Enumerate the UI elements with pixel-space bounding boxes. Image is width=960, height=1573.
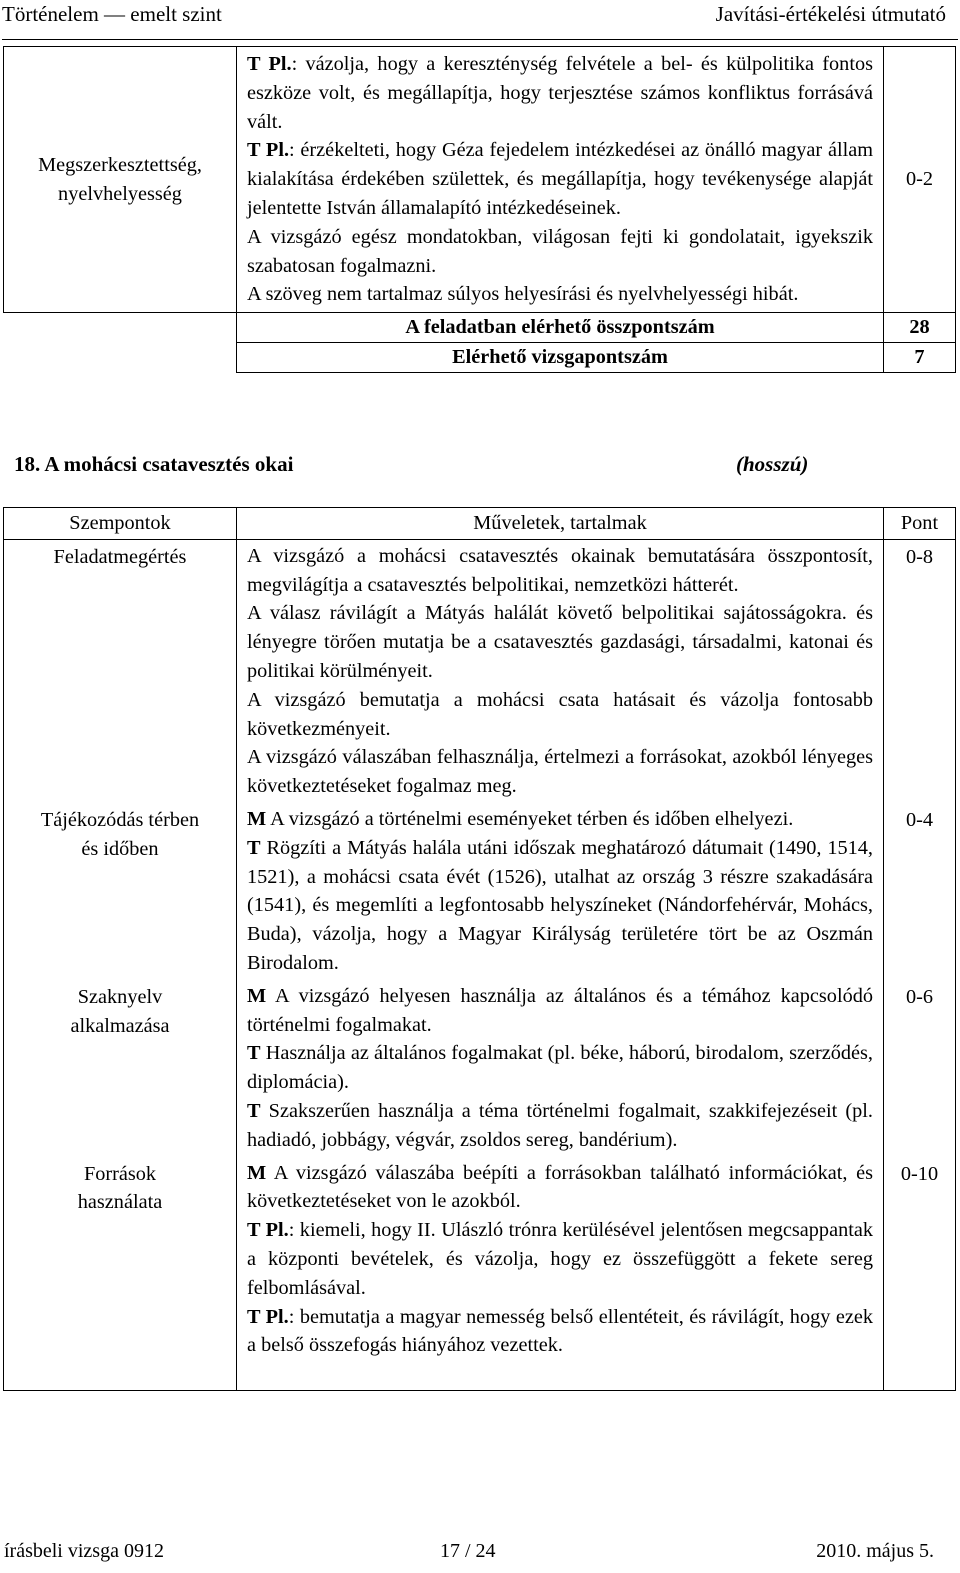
para-text: A válasz rávilágít a Mátyás halálát követő belpolitikai sajátosságokra. és lényegre törően mutatja be a csatavesztés gazdasági, társadalmi, katonai és politikai körülményeit. [247,602,873,682]
content-paragraph [247,542,873,600]
content-cell [237,980,884,1157]
para-prefix: M [247,1161,267,1184]
footer-date: 2010. május 5. [816,1540,934,1562]
content-cell [237,1157,884,1391]
criterion-line: nyelvhelyesség [58,182,182,205]
content-paragraph [247,223,873,281]
para-text: : bemutatja a magyar nemesség belső ellentéteit, és rávilágít, hogy ezek a belső összefogás hiányához vezettek. [247,1305,873,1357]
content-paragraph [247,1097,873,1155]
criterion-cell [4,47,237,313]
criterion-line: Megszerkesztettség, [38,153,202,176]
column-header: Műveletek, tartalmak [237,508,884,540]
para-prefix: M [247,984,267,1007]
table-row [4,343,956,373]
points-cell: 0-6 [884,980,956,1157]
content-paragraph [247,1159,873,1217]
content-paragraph [247,743,873,801]
criterion-line: Szaknyelv [77,985,163,1008]
para-prefix: T [247,836,261,859]
table-row [4,980,956,1157]
content-cell [237,803,884,980]
criterion-cell [4,1157,237,1391]
para-prefix: T [247,1042,261,1065]
para-text: A vizsgázó a történelmi eseményeket térben és időben elhelyezi. [266,807,794,830]
scoring-table-18 [3,507,956,1391]
table-row [4,539,956,803]
para-text: Rögzíti a Mátyás halála utáni időszak meghatározó dátumait (1490, 1514, 1521), a mohácsi csata évét (1526), utalhat az ország 3 részre szakadására (1541), és megemlíti a legfontosabb helyszíneket (Nándorfehérvár, Mohács, Buda), vázolja, hogy a Magyar Királyság területére tört be az Oszmán Birodalom. [247,836,873,974]
table-header-row [4,508,956,540]
criterion-cell [4,980,237,1157]
criterion-line: használata [77,1191,163,1214]
column-header: Pont [884,508,956,540]
para-text: A vizsgázó a mohácsi csatavesztés okainak bemutatására összpontosít, megvilágítja a csatavesztés belpolitikai, nemzetközi hátterét. [247,544,873,596]
points-cell: 0-8 [884,539,956,803]
table-row [4,803,956,980]
points-cell: 0-2 [884,47,956,313]
para-text: Használja az általános fogalmakat (pl. béke, háború, birodalom, szerződés, diplomácia). [247,1042,873,1094]
para-text: : vázolja, hogy a kereszténység felvétele a bel- és külpolitika fontos eszköze volt, és megállapítja, hogy terjesztése számos konfliktus forrásává vált. [247,53,873,133]
points-cell: 0-4 [884,803,956,980]
para-text: : érzékelteti, hogy Géza fejedelem intézkedései az önálló magyar állam kialakítása érdekében születtek, és megállapítja, hogy tevékenysége alapját jelentette István államalapító intézkedéseinek. [247,139,874,219]
table-row [4,1157,956,1391]
total-points-value: 28 [884,313,956,343]
content-paragraph [247,1216,873,1302]
para-text: A vizsgázó válaszában felhasználja, értelmezi a forrásokat, azokból lényeges következtetéseket fogalmaz meg. [247,746,873,798]
content-cell [237,539,884,803]
empty-cell [4,313,237,343]
criterion-line: és időben [81,837,159,860]
para-text: : kiemeli, hogy II. Ulászló trónra kerülésével jelentősen megcsappantak a központi bevételek, és vázolja, hogy ez összefüggött a fekete sereg felbomlásával. [247,1219,873,1299]
content-paragraph [247,805,873,834]
page-header [0,0,960,40]
content-cell [237,47,884,313]
criterion-line: Források [83,1162,157,1185]
scoring-table-17 [3,46,956,373]
para-prefix: M [247,807,267,830]
table-row [4,47,956,313]
header-rule [2,39,958,40]
section-title: 18. A mohácsi csatavesztés okai [14,452,294,476]
exam-points-value: 7 [884,343,956,373]
section-heading [14,452,809,477]
para-prefix: T Pl. [247,139,290,162]
table-row [4,313,956,343]
content-paragraph [247,136,873,222]
header-subject: Történelem — emelt szint [2,2,222,26]
para-prefix: T Pl. [247,53,292,75]
content-paragraph [247,686,873,744]
criterion-line: Tájékozódás térben [40,808,200,831]
exam-points-label: Elérhető vizsgapontszám [237,343,884,373]
para-prefix: T Pl. [247,1305,289,1328]
content-paragraph [247,50,873,136]
content-paragraph [247,1039,873,1097]
content-paragraph [247,280,873,309]
para-text: A vizsgázó válaszába beépíti a forrásokban található információkat, és következtetéseket von le azokból. [247,1161,873,1213]
section-type: (hosszú) [736,452,809,476]
total-points-label: A feladatban elérhető összpontszám [237,313,884,343]
footer-page-number: 17 / 24 [440,1540,496,1562]
para-text: A vizsgázó egész mondatokban, világosan fejti ki gondolatait, igyekszik szabatosan fogalmazni. [247,225,873,277]
points-cell: 0-10 [884,1157,956,1391]
criterion-cell [4,539,237,803]
criterion-line: alkalmazása [70,1014,170,1037]
footer-exam-code: írásbeli vizsga 0912 [4,1540,164,1562]
empty-cell [4,343,237,373]
para-prefix: T Pl. [247,1219,289,1242]
content-paragraph [247,1303,873,1361]
criterion-cell [4,803,237,980]
header-doc-type: Javítási-értékelési útmutató [715,2,946,26]
para-text: Szakszerűen használja a téma történelmi fogalmait, szakkifejezéseit (pl. hadiadó, jobbágy, végvár, zsoldos sereg, bandérium). [247,1099,873,1151]
content-paragraph [247,834,873,978]
content-paragraph [247,599,873,685]
content-paragraph [247,982,873,1040]
para-prefix: T [247,1099,261,1122]
para-text: A vizsgázó bemutatja a mohácsi csata hatásait és vázolja fontosabb következményeit. [247,688,873,740]
criterion-line: Feladatmegértés [53,545,187,568]
para-text: A szöveg nem tartalmaz súlyos helyesírási és nyelvhelyességi hibát. [247,283,799,306]
column-header: Szempontok [4,508,237,540]
para-text: A vizsgázó helyesen használja az általános és a témához kapcsolódó történelmi fogalmakat. [247,984,873,1036]
